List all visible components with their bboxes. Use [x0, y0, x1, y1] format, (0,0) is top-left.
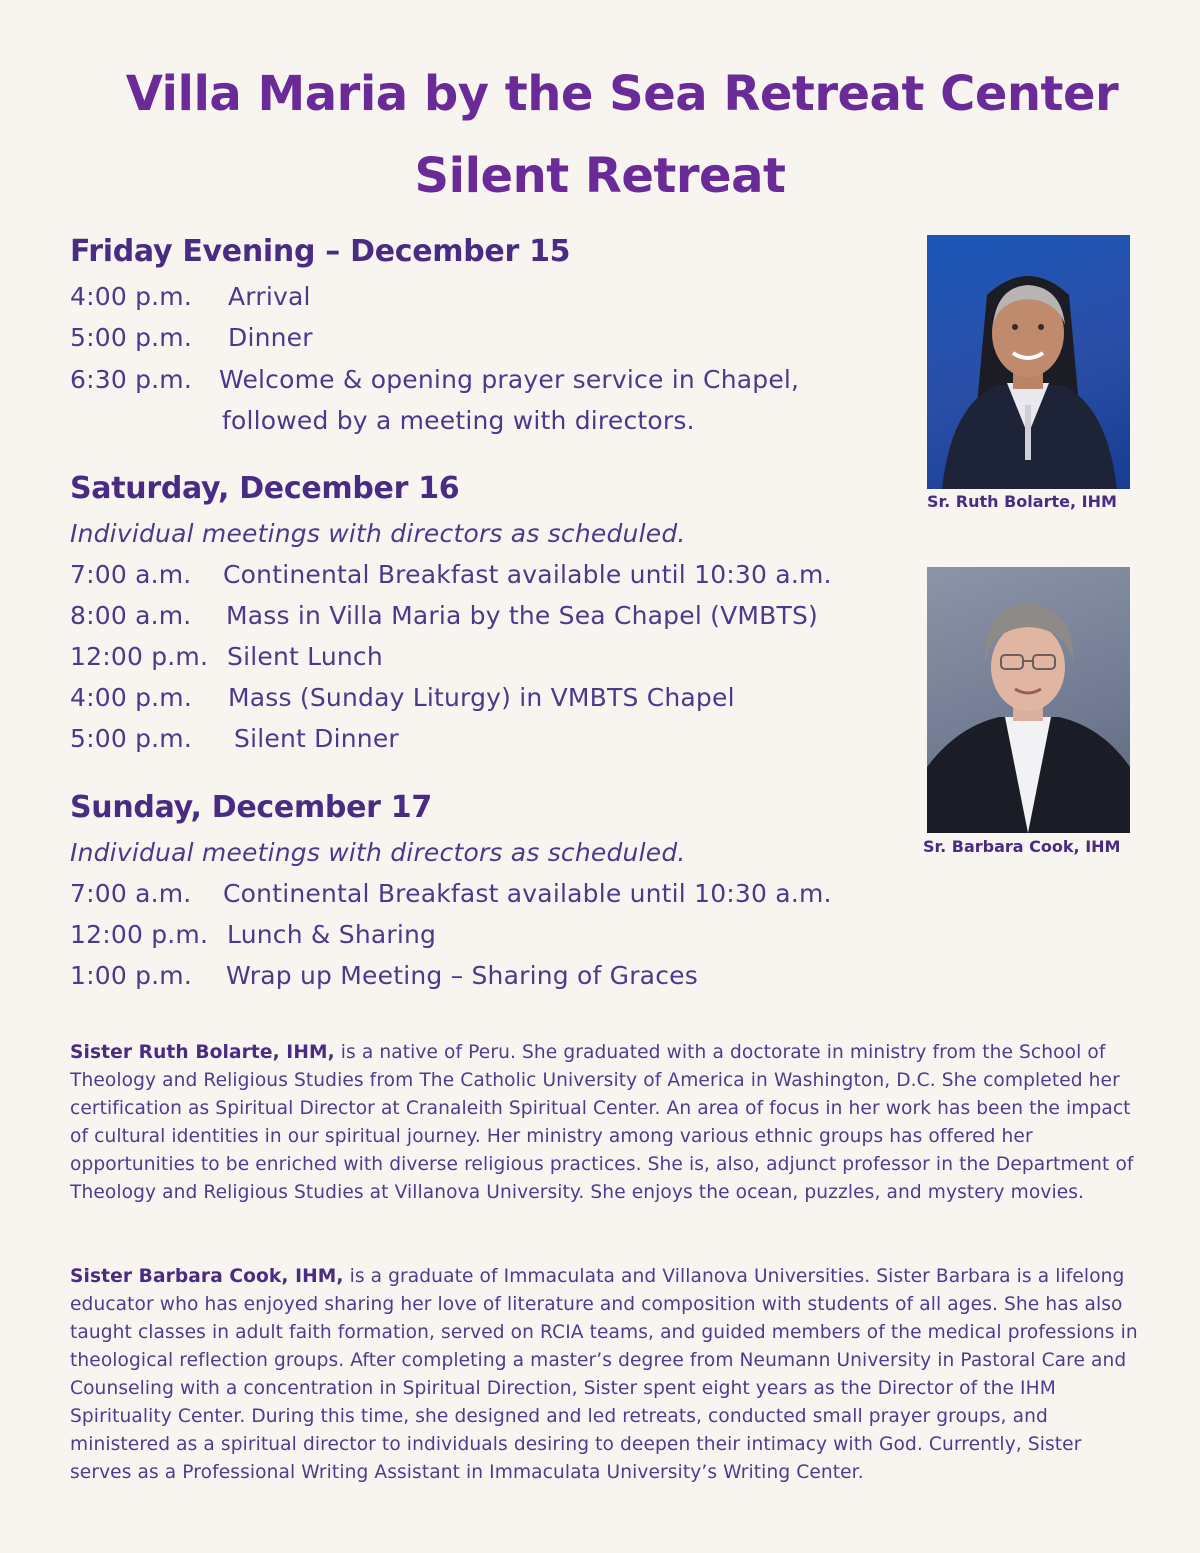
- sunday-note: Individual meetings with directors as scheduled.: [70, 838, 686, 867]
- schedule-time: 12:00 p.m.: [70, 642, 209, 671]
- portrait-illustration: [927, 235, 1130, 489]
- schedule-item: [70, 323, 313, 352]
- schedule-text: Dinner: [228, 323, 313, 352]
- barbara-cook-bio: [70, 1263, 1140, 1487]
- schedule-item: [70, 683, 735, 712]
- schedule-item: [70, 642, 383, 671]
- schedule-item: [70, 365, 799, 394]
- schedule-item: [70, 406, 695, 435]
- sunday-heading: Sunday, December 17: [70, 790, 432, 825]
- schedule-text: followed by a meeting with directors.: [222, 406, 695, 435]
- schedule-time: 5:00 p.m.: [70, 323, 193, 352]
- schedule-time: 12:00 p.m.: [70, 920, 209, 949]
- bio-name: Sister Ruth Bolarte, IHM,: [70, 1042, 335, 1063]
- bio-text: is a graduate of Immaculata and Villanova Universities. Sister Barbara is a lifelong educator who has enjoyed sharing her love of literature and composition with students of all ages. She has also taught classes in adult faith formation, served on RCIA teams, and guided members of the medical professions in theological reflection groups. After completing a master’s degree from Neumann University in Pastoral Care and Counseling with a concentration in Spiritual Direction, Sister spent eight years as the Director of the IHM Spirituality Center. During this time, she designed and led retreats, conducted small prayer groups, and ministered as a spiritual director to individuals desiring to deepen their intimacy with God. Currently, Sister serves as a Professional Writing Assistant in Immaculata University’s Writing Center.: [70, 1266, 1138, 1483]
- schedule-item: [70, 601, 818, 630]
- schedule-text: Continental Breakfast available until 10:30 a.m.: [223, 560, 832, 589]
- barbara-cook-photo: [927, 567, 1130, 833]
- friday-heading: Friday Evening – December 15: [70, 234, 571, 269]
- schedule-time: 8:00 a.m.: [70, 601, 192, 630]
- schedule-item: [70, 879, 832, 908]
- ruth-bolarte-photo: [927, 235, 1130, 489]
- page-title: Villa Maria by the Sea Retreat Center: [125, 66, 1119, 122]
- schedule-item: [70, 920, 436, 949]
- bio-text: is a native of Peru. She graduated with a doctorate in ministry from the School of Theology and Religious Studies from The Catholic University of America in Washington, D.C. She completed her certification as Spiritual Director at Cranaleith Spiritual Center. An area of focus in her work has been the impact of cultural identities in our spiritual journey. Her ministry among various ethnic groups has offered her opportunities to be enriched with diverse religious practices. She is, also, adjunct professor in the Department of Theology and Religious Studies at Villanova University. She enjoys the ocean, puzzles, and mystery movies.: [70, 1042, 1134, 1203]
- saturday-heading: Saturday, December 16: [70, 471, 460, 506]
- schedule-time: 4:00 p.m.: [70, 282, 193, 311]
- schedule-time: 7:00 a.m.: [70, 560, 192, 589]
- schedule-time: 1:00 p.m.: [70, 961, 193, 990]
- schedule-text: Continental Breakfast available until 10:30 a.m.: [223, 879, 832, 908]
- schedule-text: Mass (Sunday Liturgy) in VMBTS Chapel: [228, 683, 735, 712]
- bio-name: Sister Barbara Cook, IHM,: [70, 1266, 344, 1287]
- schedule-item: [70, 961, 698, 990]
- schedule-text: Silent Dinner: [234, 724, 399, 753]
- schedule-time: 6:30 p.m.: [70, 365, 193, 394]
- barbara-cook-caption: Sr. Barbara Cook, IHM: [923, 837, 1121, 856]
- schedule-item: [70, 560, 832, 589]
- schedule-item: [70, 724, 399, 753]
- schedule-text: Arrival: [228, 282, 311, 311]
- portrait-illustration: [927, 567, 1130, 833]
- schedule-item: [70, 282, 311, 311]
- schedule-text: Welcome & opening prayer service in Chapel,: [219, 365, 800, 394]
- schedule-text: Wrap up Meeting – Sharing of Graces: [226, 961, 698, 990]
- schedule-text: Silent Lunch: [227, 642, 383, 671]
- ruth-bolarte-caption: Sr. Ruth Bolarte, IHM: [927, 492, 1117, 511]
- schedule-time: 4:00 p.m.: [70, 683, 193, 712]
- ruth-bolarte-bio: [70, 1039, 1140, 1207]
- page-subtitle: Silent Retreat: [414, 148, 786, 204]
- saturday-note: Individual meetings with directors as scheduled.: [70, 519, 686, 548]
- schedule-time: 7:00 a.m.: [70, 879, 192, 908]
- schedule-time: 5:00 p.m.: [70, 724, 193, 753]
- schedule-text: Mass in Villa Maria by the Sea Chapel (VMBTS): [226, 601, 818, 630]
- schedule-text: Lunch & Sharing: [227, 920, 437, 949]
